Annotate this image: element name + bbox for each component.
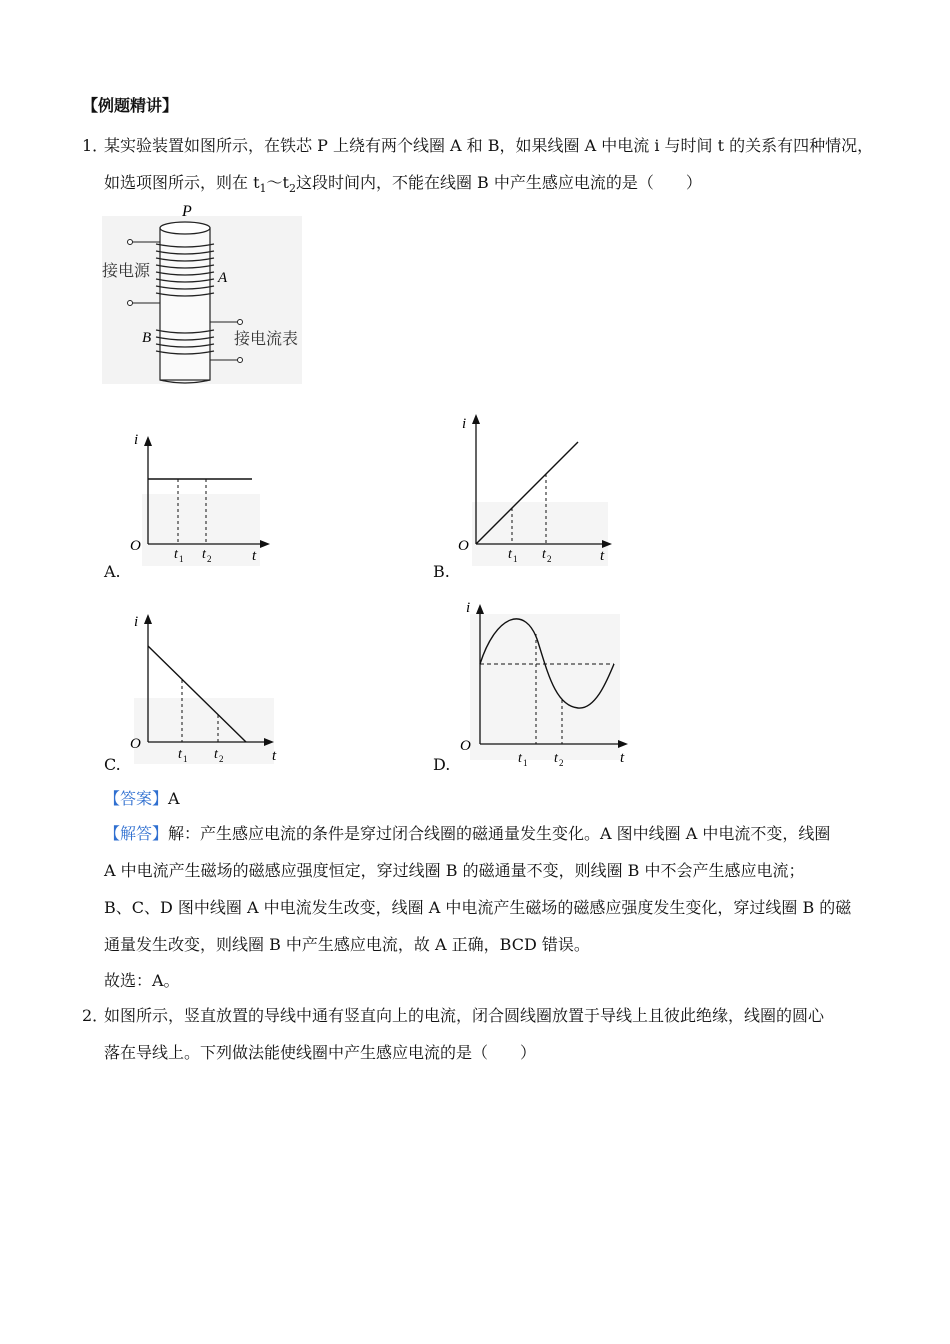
graph-c-i-arrow [144,614,152,624]
section-title: 【例题精讲】 [82,96,179,115]
label-p: P [182,203,192,220]
graph-b-t2: t [542,547,546,562]
graph-b [454,408,624,572]
graph-b-origin: O [458,538,469,554]
graph-a [124,422,274,572]
graph-d-t2: t [554,751,558,766]
option-a-label: A. [104,562,121,581]
analysis-line2: A 中电流产生磁场的磁感应强度恒定，穿过线圈 B 的磁通量不变，则线圈 B 中不会产生感应电流； [104,861,805,880]
graph-d-axis-t: t [620,750,625,766]
q2-line2: 落在导线上。下列做法能使线圈中产生感应电流的是（ ） [104,1043,537,1062]
analysis-text1: 解：产生感应电流的条件是穿过闭合线圈的磁通量发生变化。A 图中线圈 A 中电流不变，线圈 [168,824,831,843]
q1-line2-sub1: 1 [259,182,267,196]
graph-d-t1: t [518,751,522,766]
analysis-tag: 【解答】 [104,824,169,843]
q1-line2 [104,173,702,199]
graph-c-axis-i: i [134,614,139,630]
answer-tag: 【答案】 [104,789,169,808]
graph-d-i-arrow [476,604,484,614]
graph-a-origin: O [130,538,141,554]
graph-b-t2-sub: 2 [547,554,552,564]
q2-line1: 如图所示，竖直放置的导线中通有竖直向上的电流，闭合圆线圈放置于导线上且彼此绝缘，线圈的圆心 [104,1006,825,1025]
label-b: B [142,330,152,346]
q1-line2-sub2: 2 [288,182,296,196]
power-label: 接电源 [102,261,151,280]
graph-d-t-arrow [618,740,628,748]
coil-figure [96,200,316,390]
graph-c-t1-sub: 1 [183,754,188,764]
graph-a-axis-t: t [252,548,257,564]
answer-value: A [168,789,180,808]
graph-b-bg [472,502,608,566]
graph-c-t2-sub: 2 [219,754,224,764]
q1-line1: 某实验装置如图所示，在铁芯 P 上绕有两个线圈 A 和 B，如果线圈 A 中电流 i 与时间 t 的关系有四种情况， [104,136,874,155]
graph-b-axis-i: i [462,416,467,432]
graph-a-t-arrow [260,540,270,548]
graph-d-axis-i: i [466,600,471,616]
graph-c-origin: O [130,736,141,752]
graph-a-bg [142,494,260,566]
graph-a-axis-i: i [134,432,139,448]
graph-a-t2-sub: 2 [207,554,212,564]
q1-line2-a: 如选项图所示，则在 t [104,173,260,192]
core-top [160,222,210,234]
graph-b-axis-t: t [600,548,605,564]
graph-b-i-arrow [472,414,480,424]
graph-a-i-arrow [144,436,152,446]
option-c-label: C. [104,755,121,774]
graph-d-t2-sub: 2 [559,758,564,768]
analysis-line3: B、C、D 图中线圈 A 中电流发生改变，线圈 A 中电流产生磁场的磁感应强度发生变化，穿过线圈 B 的磁 [104,898,852,917]
graph-b-t1: t [508,547,512,562]
label-a: A [218,270,228,286]
graph-d [456,594,636,768]
graph-b-t1-sub: 1 [513,554,518,564]
graph-c [124,606,284,768]
q1-line2-b: ～t [266,173,289,192]
analysis-line1 [104,824,830,844]
graph-a-t1-sub: 1 [179,554,184,564]
graph-c-t2: t [214,747,218,762]
graph-c-bg [134,698,274,764]
iron-core [160,228,210,380]
graph-c-t1: t [178,747,182,762]
option-d-label: D. [433,755,451,774]
option-b-label: B. [433,562,450,581]
q2-number: 2． [82,1006,109,1025]
conclusion: 故选：A。 [104,971,180,990]
graph-c-axis-t: t [272,748,277,764]
graph-d-t1-sub: 1 [523,758,528,768]
meter-label: 接电流表 [234,329,299,348]
analysis-line4: 通量发生改变，则线圈 B 中产生感应电流，故 A 正确，BCD 错误。 [104,935,590,954]
q1-number: 1． [82,136,109,155]
graph-a-t1: t [174,547,178,562]
graph-d-origin: O [460,738,471,754]
graph-a-t2: t [202,547,206,562]
q1-line2-c: 这段时间内，不能在线圈 B 中产生感应电流的是（ ） [295,173,702,192]
answer-line [104,789,180,809]
